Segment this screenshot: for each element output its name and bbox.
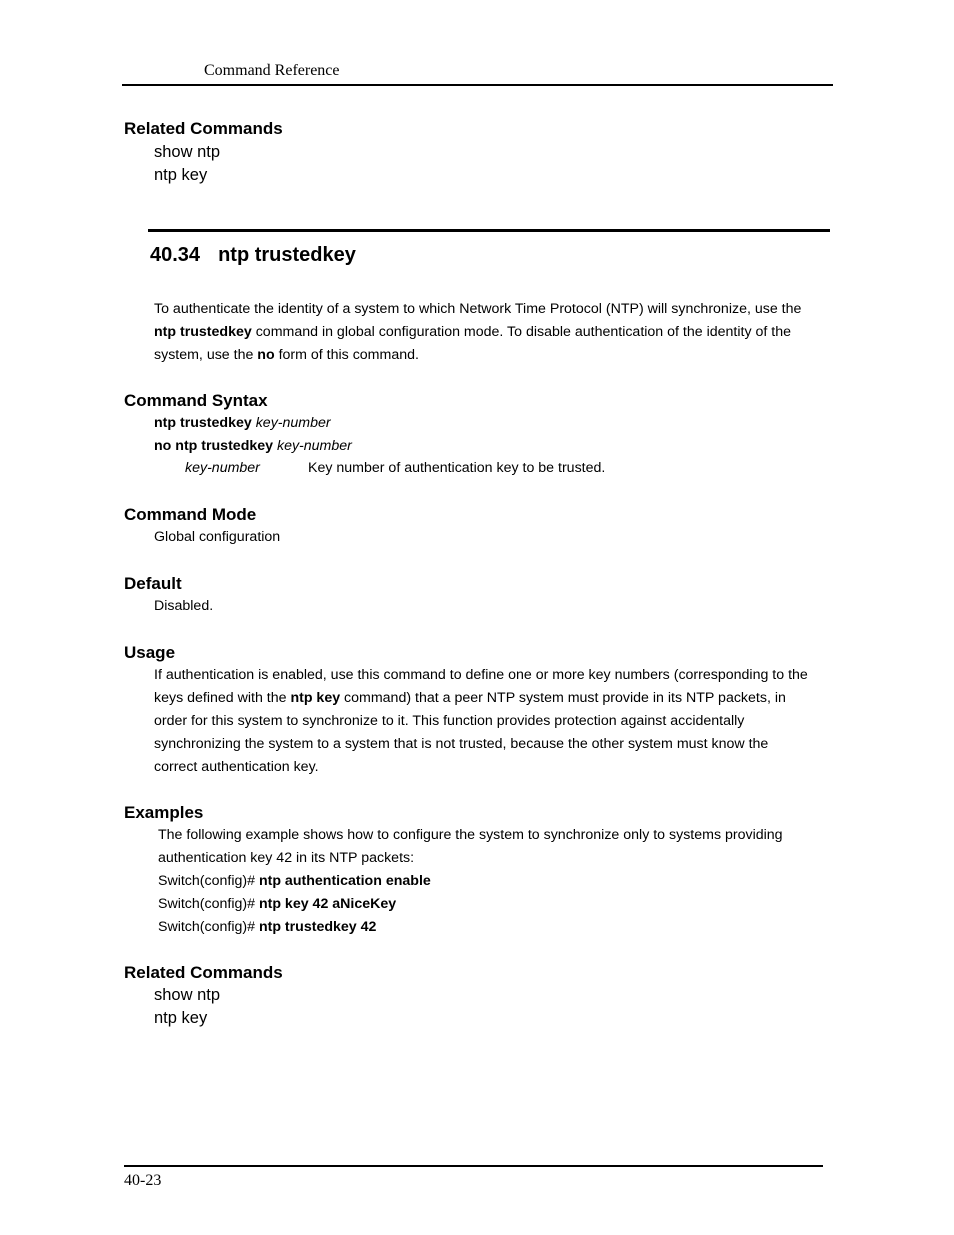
related-command-item: ntp key xyxy=(154,1009,208,1027)
usage-line: order for this system to synchronize to it. This function provides protection against accidentally xyxy=(154,713,745,729)
intro-paragraph xyxy=(154,298,834,367)
examples-heading: Examples xyxy=(124,803,204,822)
usage-line: synchronizing the system to a system that is not trusted, because the other system must know the xyxy=(154,736,769,752)
syntax-line: no ntp trustedkey key-number xyxy=(154,438,352,454)
usage-line: correct authentication key. xyxy=(154,759,319,775)
default-heading: Default xyxy=(124,574,182,593)
command-mode-heading: Command Mode xyxy=(124,505,257,524)
section-title xyxy=(150,244,356,267)
related-command-item: show ntp xyxy=(154,986,221,1004)
related-commands-heading: Related Commands xyxy=(124,119,283,138)
running-header-title: Command Reference xyxy=(204,62,340,79)
section-name: ntp trustedkey xyxy=(218,244,356,266)
usage-line: keys defined with the ntp key command) that a peer NTP system must provide in its NTP packets, in xyxy=(154,690,786,706)
example-command-line xyxy=(158,916,838,939)
section-rule xyxy=(148,229,830,232)
command-name: ntp trustedkey xyxy=(154,324,252,340)
intro-line: To authenticate the identity of a system to which Network Time Protocol (NTP) will synchronize, use the xyxy=(154,301,802,317)
related-command-item: ntp key xyxy=(154,166,208,184)
related-command-item: show ntp xyxy=(154,143,221,161)
example-command-line xyxy=(158,893,838,916)
header-rule xyxy=(122,84,833,86)
command-mode-value: Global configuration xyxy=(154,529,281,545)
example-text: The following example shows how to configure the system to synchronize only to systems providing xyxy=(158,827,783,843)
example-command-line xyxy=(158,870,838,893)
cli-command: ntp key 42 aNiceKey xyxy=(258,896,397,912)
usage-line: If authentication is enabled, use this command to define one or more key numbers (corresponding to the xyxy=(154,667,808,683)
cli-command: ntp trustedkey 42 xyxy=(258,919,377,935)
cli-prompt: Switch(config)# xyxy=(158,873,259,889)
default-value: Disabled. xyxy=(154,598,214,614)
param-name: key-number xyxy=(185,460,260,476)
examples-block xyxy=(158,824,838,939)
usage-heading: Usage xyxy=(124,643,176,662)
command-syntax-heading: Command Syntax xyxy=(124,391,268,410)
syntax-line: ntp trustedkey key-number xyxy=(154,415,331,431)
no-keyword: no xyxy=(257,347,275,363)
usage-paragraph xyxy=(154,664,834,779)
section-number: 40.34 xyxy=(150,244,201,266)
intro-line: ntp trustedkey command in global configuration mode. To disable authentication of the identity of the xyxy=(154,324,791,340)
example-text: authentication key 42 in its NTP packets: xyxy=(158,850,415,866)
footer-rule xyxy=(124,1165,823,1167)
related-commands-heading: Related Commands xyxy=(124,963,283,982)
param-description: Key number of authentication key to be trusted. xyxy=(308,460,606,476)
cli-prompt: Switch(config)# xyxy=(158,896,259,912)
intro-line: system, use the no form of this command. xyxy=(154,347,419,363)
cli-prompt: Switch(config)# xyxy=(158,919,259,935)
page-number: 40-23 xyxy=(124,1172,162,1189)
cli-command: ntp authentication enable xyxy=(258,873,431,889)
